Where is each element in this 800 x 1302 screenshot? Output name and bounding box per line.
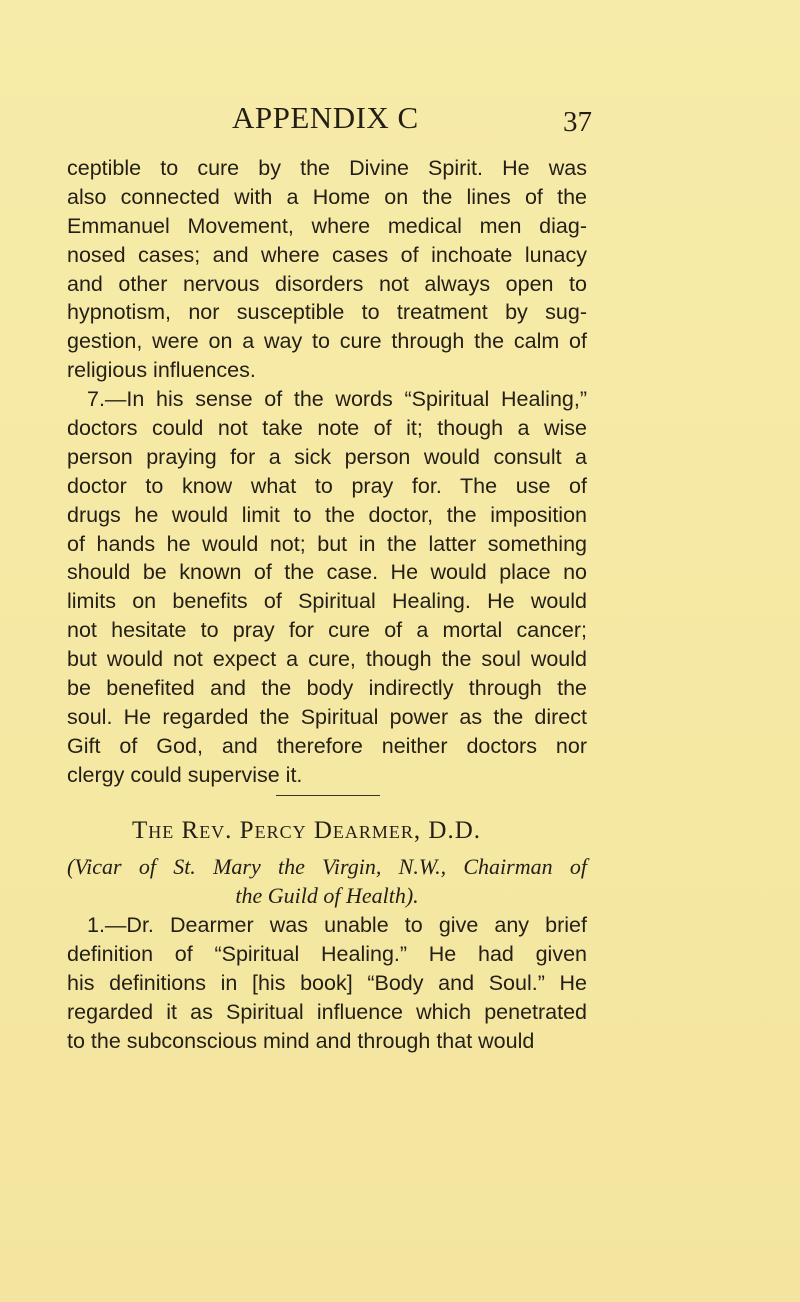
text-line: limits on benefits of Spiritual Healing. He would <box>67 589 587 614</box>
text-line: gestion, were on a way to cure through the calm of <box>67 329 587 354</box>
text-line: should be known of the case. He would place no <box>67 560 587 585</box>
text-line: doctors could not take note of it; though a wise <box>67 416 587 441</box>
section-title: The Rev. Percy Dearmer, D.D. <box>132 817 482 844</box>
text-line: his definitions in [his book] “Body and Soul.” He <box>67 970 587 995</box>
text-line: regarded it as Spiritual influence which penetrated <box>67 999 587 1024</box>
text-line: definition of “Spiritual Healing.” He had given <box>67 941 587 966</box>
page-number: 37 <box>563 106 592 138</box>
text-line: Emmanuel Movement, where medical men diag- <box>67 213 587 238</box>
text-line: also connected with a Home on the lines of the <box>67 184 587 209</box>
text-line: person praying for a sick person would consult a <box>67 444 587 469</box>
text-line: and other nervous disorders not always open to <box>67 271 587 296</box>
subtitle-line: (Vicar of St. Mary the Virgin, N.W., Chairman of <box>67 854 587 879</box>
text-line: drugs he would limit to the doctor, the imposition <box>67 502 587 527</box>
body-text-bottom <box>67 911 587 1055</box>
running-head-title: APPENDIX C <box>232 100 419 135</box>
text-line: be benefited and the body indirectly through the <box>67 676 587 701</box>
text-line: to the subconscious mind and through that would <box>67 1028 535 1053</box>
text-line: Gift of God, and therefore neither doctors nor <box>67 733 587 758</box>
text-line: 1.—Dr. Dearmer was unable to give any brief <box>87 913 587 937</box>
text-line: of hands he would not; but in the latter something <box>67 531 587 556</box>
section-subtitle <box>67 852 587 910</box>
text-line: nosed cases; and where cases of inchoate lunacy <box>67 242 587 267</box>
text-line: doctor to know what to pray for. The use of <box>67 473 587 498</box>
body-text-top <box>67 154 587 790</box>
text-line: clergy could supervise it. <box>67 762 303 787</box>
text-line: 7.—In his sense of the words “Spiritual Healing,” <box>87 387 587 412</box>
text-line: soul. He regarded the Spiritual power as the direct <box>67 704 587 729</box>
section-divider <box>276 795 380 796</box>
running-head <box>0 100 800 140</box>
text-line: religious influences. <box>67 358 256 383</box>
subtitle-line: the Guild of Health). <box>235 883 419 908</box>
text-line: but would not expect a cure, though the soul would <box>67 647 587 672</box>
text-line: ceptible to cure by the Divine Spirit. He was <box>67 156 587 180</box>
text-line: not hesitate to pray for cure of a mortal cancer; <box>67 618 587 643</box>
text-line: hypnotism, nor susceptible to treatment by sug- <box>67 300 587 325</box>
